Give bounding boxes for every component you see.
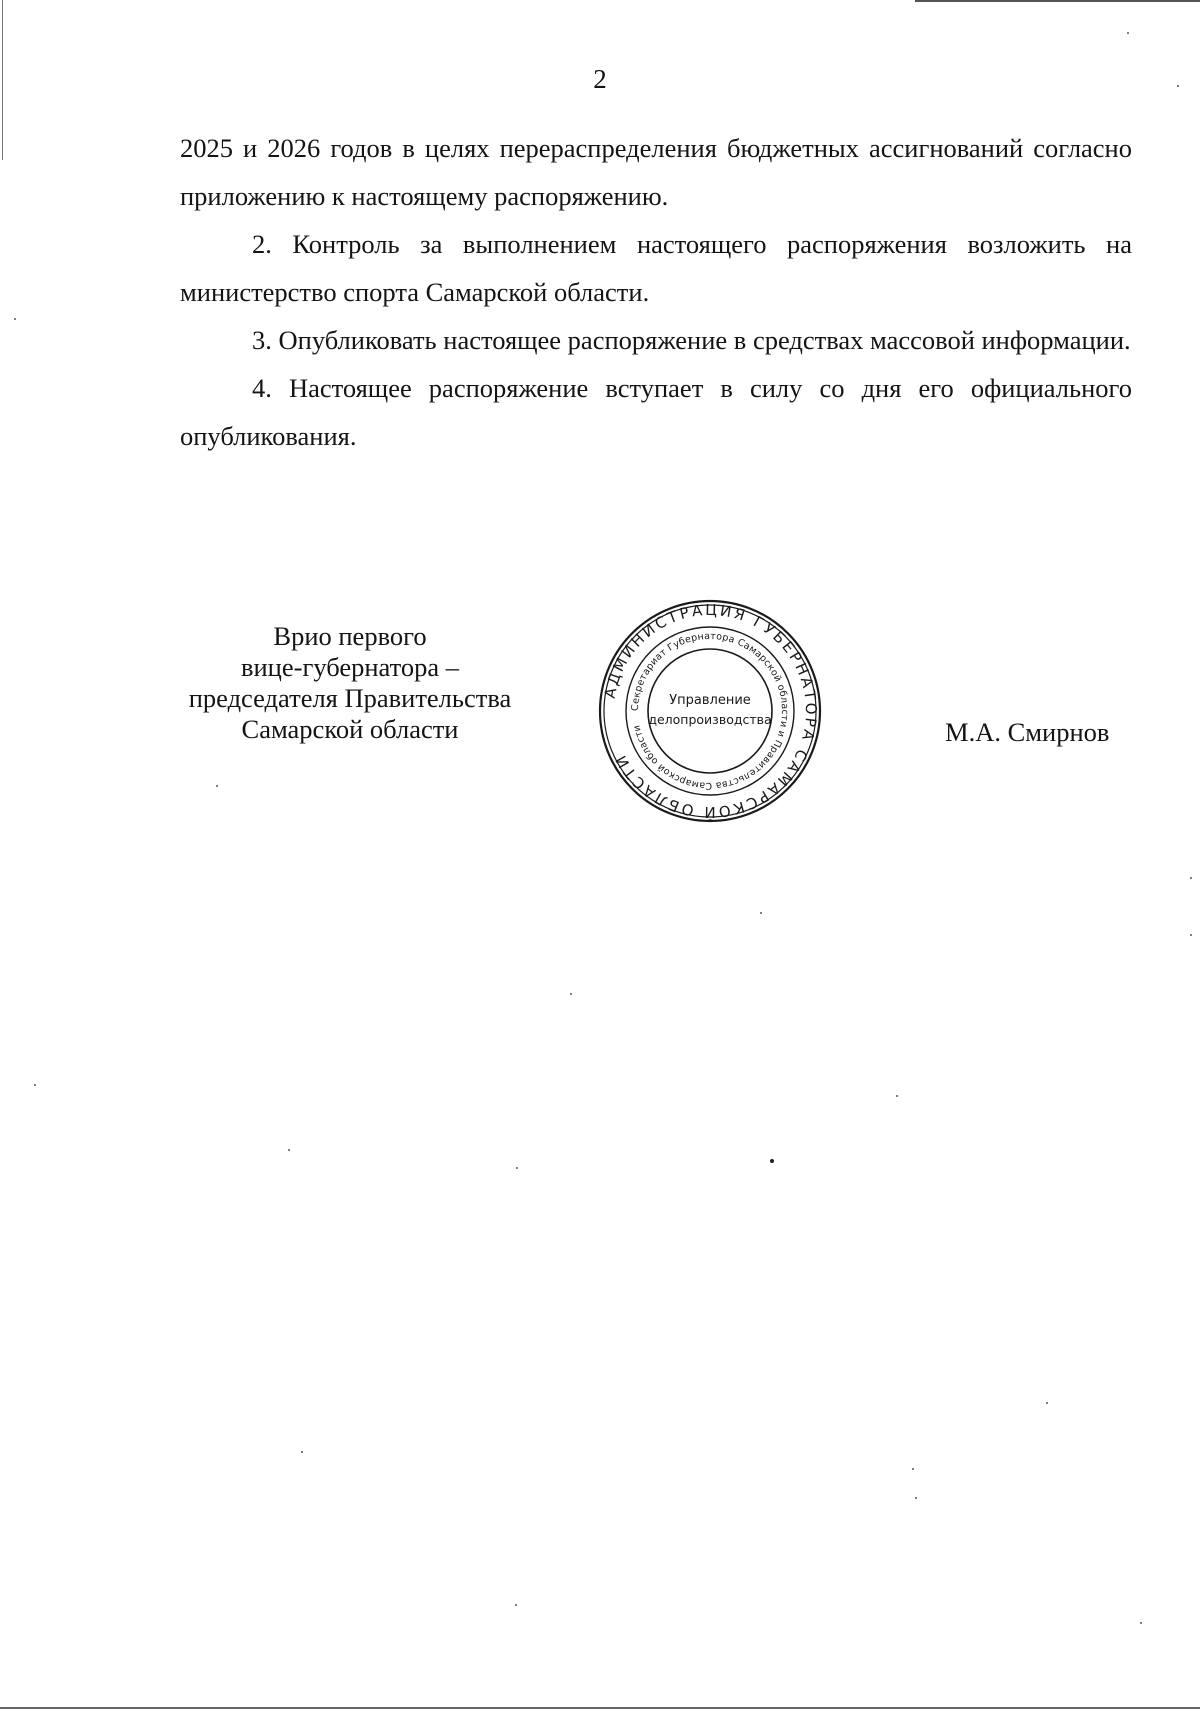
paragraph-item-4: 4. Настоящее распоряжение вступает в силу со дня его официального опубликования.: [180, 373, 1132, 451]
scan-speck: [515, 1604, 517, 1606]
scan-edge-bottom: [0, 1707, 1200, 1709]
scan-speck: [896, 1095, 898, 1097]
page-number: 2: [593, 64, 607, 94]
signatory-name: М.А. Смирнов: [945, 717, 1110, 747]
scan-speck: [34, 1084, 36, 1086]
scan-speck: [1190, 877, 1192, 879]
scan-speck: [770, 1159, 774, 1163]
paragraph-continuation: 2025 и 2026 годов в целях перераспределения бюджетных ассигнований согласно приложению к настоящему распоряжению.: [180, 133, 1132, 211]
seal-inner-text: Секретариат Губернатора Самарской области и Правительства Самарской области: [629, 630, 791, 792]
scan-speck: [301, 1451, 303, 1453]
signatory-position: [170, 621, 530, 745]
scan-speck: [570, 993, 572, 995]
scan-speck: [1046, 1402, 1048, 1404]
seal-graphic: [597, 598, 823, 824]
scan-speck: [1127, 32, 1129, 34]
seal-center-line-2: делопроизводства: [648, 712, 772, 727]
document-body: [180, 124, 1132, 460]
scan-speck: [14, 318, 16, 320]
official-seal-stamp: [597, 598, 823, 824]
scan-speck: [912, 1468, 914, 1470]
signatory-position-line: вице-губернатора –: [240, 652, 459, 682]
signatory-position-line: председателя Правительства: [188, 683, 512, 713]
scan-speck: [1190, 934, 1192, 936]
paragraph-item-2: 2. Контроль за выполнением настоящего распоряжения возложить на министерство спорта Самарской области.: [180, 229, 1132, 307]
scan-speck: [1140, 1622, 1142, 1624]
signatory-position-line: Самарской области: [241, 714, 459, 744]
seal-outer-text: АДМИНИСТРАЦИЯ ГУБЕРНАТОРА САМАРСКОЙ ОБЛАСТИ: [600, 600, 821, 822]
scan-speck: [516, 1167, 518, 1169]
paragraph-item-3: 3. Опубликовать настоящее распоряжение в средствах массовой информации.: [252, 325, 1131, 355]
svg-text:Секретариат Губернатора Самарс: [630, 631, 790, 791]
scan-speck: [915, 1497, 917, 1499]
scan-speck: [216, 785, 218, 787]
scan-edge-top: [915, 0, 1200, 2]
seal-center-line-1: Управление: [669, 693, 751, 708]
scan-speck: [288, 1149, 290, 1151]
signatory-position-line: Врио первого: [273, 621, 427, 651]
scan-speck: [760, 912, 762, 914]
